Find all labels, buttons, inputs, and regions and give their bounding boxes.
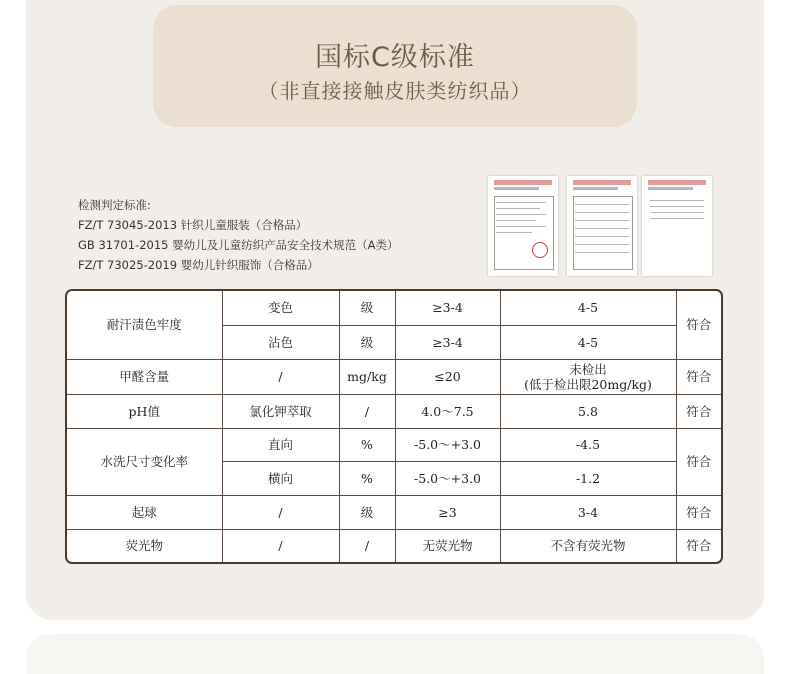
sub-item-cell: 横向: [222, 461, 339, 495]
requirement-cell: ≥3: [395, 495, 500, 529]
result-cell: 4-5: [500, 325, 676, 359]
test-results-table: [65, 289, 723, 564]
sub-item-cell: 直向: [222, 428, 339, 461]
requirement-cell: -5.0～+3.0: [395, 428, 500, 461]
verdict-cell: 符合: [676, 291, 721, 359]
standard-item: FZ/T 73045-2013 针织儿童服装（合格品）: [78, 218, 308, 232]
requirement-cell: ≥3-4: [395, 291, 500, 325]
result-cell: -1.2: [500, 461, 676, 495]
result-cell: -4.5: [500, 428, 676, 461]
unit-cell: /: [339, 394, 395, 428]
requirement-cell: -5.0～+3.0: [395, 461, 500, 495]
standards-heading: 检测判定标准:: [78, 198, 151, 212]
unit-cell: 级: [339, 325, 395, 359]
report-thumbnail: [567, 176, 637, 276]
result-cell: 4-5: [500, 291, 676, 325]
unit-cell: /: [339, 529, 395, 562]
table-row: [67, 291, 721, 325]
table-row: [67, 495, 721, 529]
report-thumbnail: [642, 176, 712, 276]
result-cell: 不含有荧光物: [500, 529, 676, 562]
table-row: [67, 394, 721, 428]
result-note: (低于检出限20mg/kg): [524, 376, 652, 392]
sub-item-cell: /: [222, 359, 339, 394]
banner-subtitle: （非直接接触皮肤类纺织品）: [258, 79, 532, 103]
table-row: [67, 359, 721, 394]
result-line: 未检出: [569, 361, 607, 377]
requirement-cell: 4.0～7.5: [395, 394, 500, 428]
banner-title: 国标C级标准: [315, 42, 475, 73]
requirement-cell: 无荧光物: [395, 529, 500, 562]
unit-cell: 级: [339, 495, 395, 529]
next-section-strip: [26, 634, 764, 674]
standards-list: [78, 195, 398, 275]
verdict-cell: 符合: [676, 359, 721, 394]
red-seal-icon: [532, 242, 548, 258]
item-cell: 耐汗渍色牢度: [67, 291, 222, 359]
verdict-cell: 符合: [676, 529, 721, 562]
requirement-cell: ≤20: [395, 359, 500, 394]
item-cell: pH值: [67, 394, 222, 428]
sub-item-cell: /: [222, 529, 339, 562]
verdict-cell: 符合: [676, 394, 721, 428]
standard-item: FZ/T 73025-2019 婴幼儿针织服饰（合格品）: [78, 258, 319, 272]
result-cell: 5.8: [500, 394, 676, 428]
verdict-cell: 符合: [676, 495, 721, 529]
table-row: [67, 428, 721, 461]
item-cell: 甲醛含量: [67, 359, 222, 394]
standard-item: GB 31701-2015 婴幼儿及儿童纺织产品安全技术规范（A类）: [78, 238, 399, 252]
item-cell: 水洗尺寸变化率: [67, 428, 222, 495]
item-cell: 荧光物: [67, 529, 222, 562]
unit-cell: 级: [339, 291, 395, 325]
requirement-cell: ≥3-4: [395, 325, 500, 359]
verdict-cell: 符合: [676, 428, 721, 495]
sub-item-cell: 变色: [222, 291, 339, 325]
item-cell: 起球: [67, 495, 222, 529]
report-thumbnail: [488, 176, 558, 276]
sub-item-cell: 氯化钾萃取: [222, 394, 339, 428]
standard-banner: [153, 5, 637, 127]
table-row: [67, 529, 721, 562]
unit-cell: %: [339, 461, 395, 495]
result-cell: 3-4: [500, 495, 676, 529]
sub-item-cell: /: [222, 495, 339, 529]
unit-cell: %: [339, 428, 395, 461]
result-cell: [500, 359, 676, 394]
unit-cell: mg/kg: [339, 359, 395, 394]
sub-item-cell: 沾色: [222, 325, 339, 359]
